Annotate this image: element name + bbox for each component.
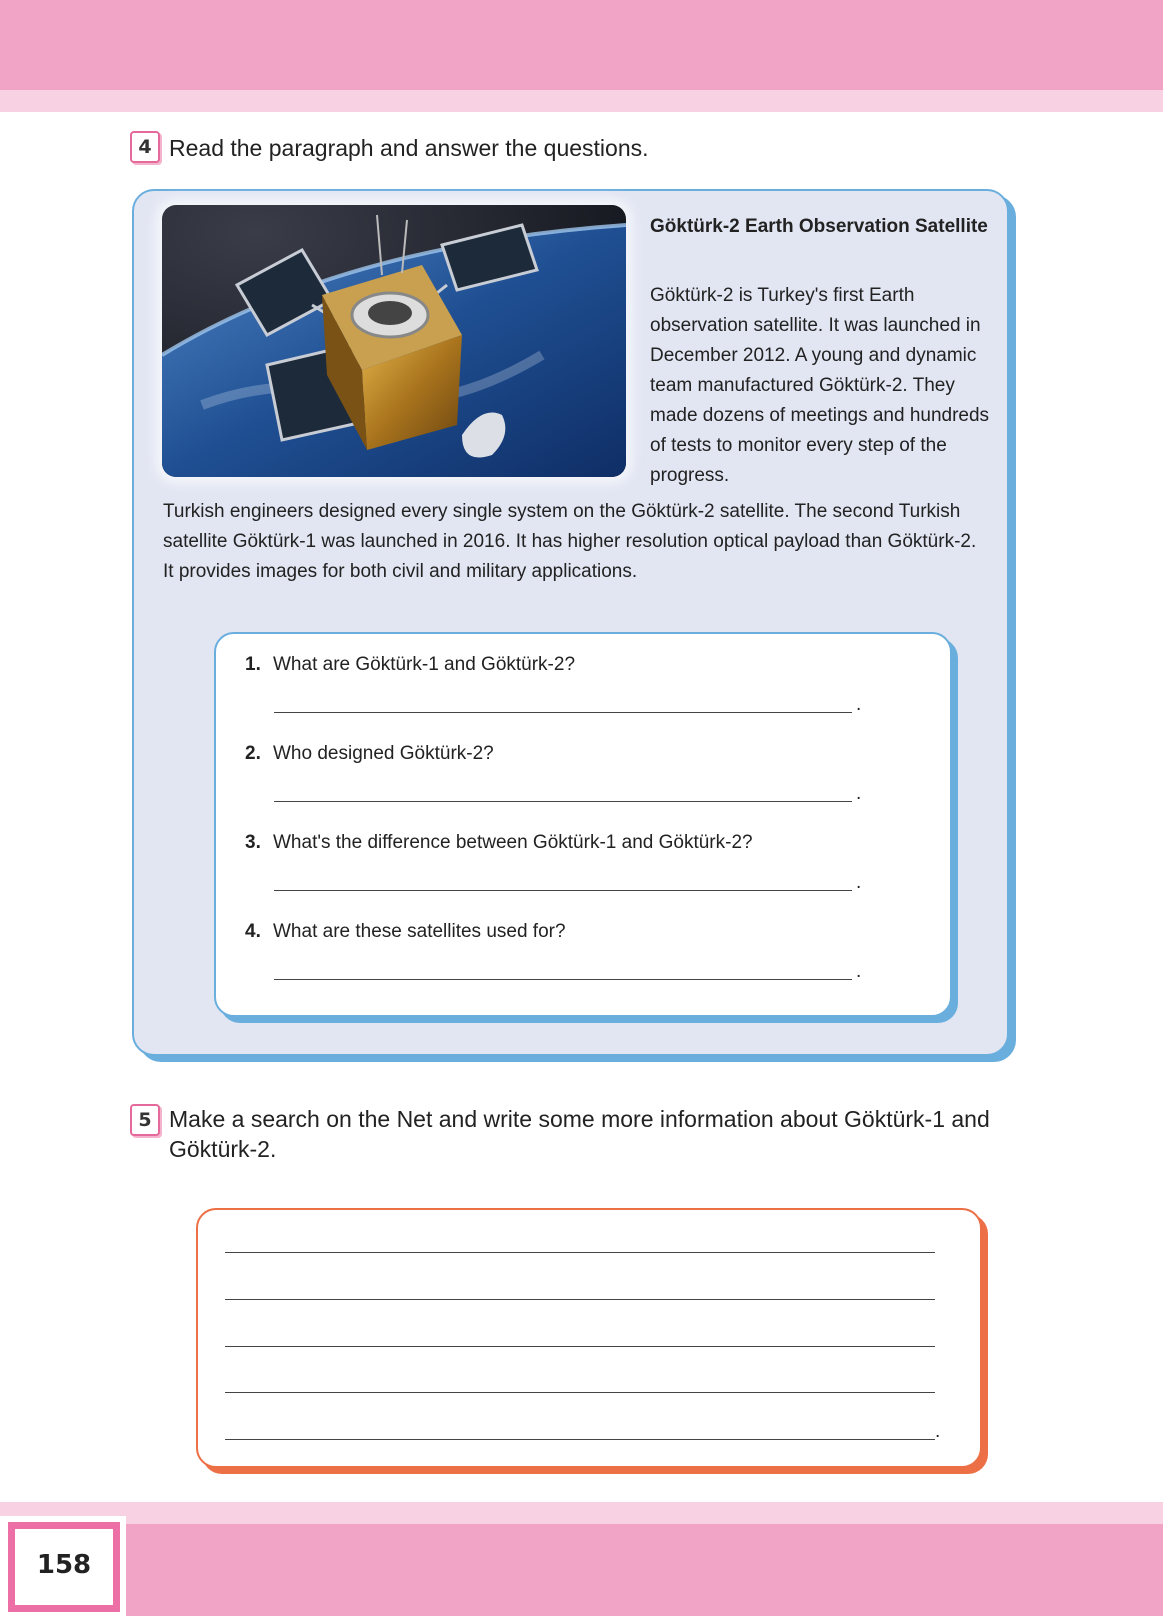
- question-1: [245, 652, 575, 678]
- writing-panel: [196, 1208, 982, 1468]
- satellite-illustration: [162, 205, 626, 477]
- article-continuation-text: Turkish engineers designed every single system on the Göktürk-2 satellite. The second Turkish satellite Göktürk-1 was launched in 2016. It has higher resolution optical payload than Göktürk-2. It provides images for both civil and military applications.: [163, 501, 977, 582]
- header-band-light: [0, 90, 1163, 112]
- writing-line-2[interactable]: [225, 1299, 935, 1300]
- question-number: 2.: [245, 743, 261, 764]
- exercise-4-instruction: Read the paragraph and answer the questions.: [169, 135, 649, 161]
- satellite-photo: [162, 205, 626, 477]
- question-3: [245, 830, 753, 856]
- exercise-4-number: 4: [130, 131, 160, 163]
- answer-terminator: .: [856, 694, 862, 715]
- question-text: Who designed Göktürk-2?: [273, 743, 494, 764]
- exercise-5-instruction: Make a search on the Net and write some more information about Göktürk-1 and Göktürk-2.: [169, 1106, 990, 1162]
- answer-line-1[interactable]: [274, 712, 852, 713]
- writing-line-3[interactable]: [225, 1346, 935, 1347]
- answer-line-3[interactable]: [274, 890, 852, 891]
- answer-line-2[interactable]: [274, 801, 852, 802]
- exercise-5-number: 5: [130, 1104, 160, 1136]
- answer-line-4[interactable]: [274, 979, 852, 980]
- question-text: What's the difference between Göktürk-1 and Göktürk-2?: [273, 832, 753, 853]
- answer-terminator: .: [856, 872, 862, 893]
- answer-terminator: .: [856, 961, 862, 982]
- question-number: 4.: [245, 921, 261, 942]
- question-2: [245, 741, 494, 767]
- page-number: 158: [36, 1550, 92, 1580]
- article-title: Göktürk-2 Earth Observation Satellite: [650, 216, 988, 237]
- article-intro-text: Göktürk-2 is Turkey's first Earth observation satellite. It was launched in December 2012. A young and dynamic team manufactured Göktürk-2. They made dozens of meetings and hundreds of tests to monitor every step of the progress.: [650, 285, 990, 486]
- page-number-frame: [8, 1522, 120, 1612]
- page-number-box: [0, 1516, 126, 1616]
- final-terminator: .: [935, 1421, 941, 1442]
- writing-line-4[interactable]: [225, 1392, 935, 1393]
- writing-line-5[interactable]: [225, 1439, 935, 1440]
- question-text: What are these satellites used for?: [273, 921, 566, 942]
- writing-line-1[interactable]: [225, 1252, 935, 1253]
- header-band: [0, 0, 1163, 90]
- footer-band-light: [0, 1502, 1163, 1524]
- question-number: 3.: [245, 832, 261, 853]
- answer-terminator: .: [856, 783, 862, 804]
- footer-band: [0, 1524, 1163, 1616]
- question-text: What are Göktürk-1 and Göktürk-2?: [273, 654, 576, 675]
- questions-panel: [214, 632, 952, 1017]
- question-4: [245, 919, 566, 945]
- question-number: 1.: [245, 654, 261, 675]
